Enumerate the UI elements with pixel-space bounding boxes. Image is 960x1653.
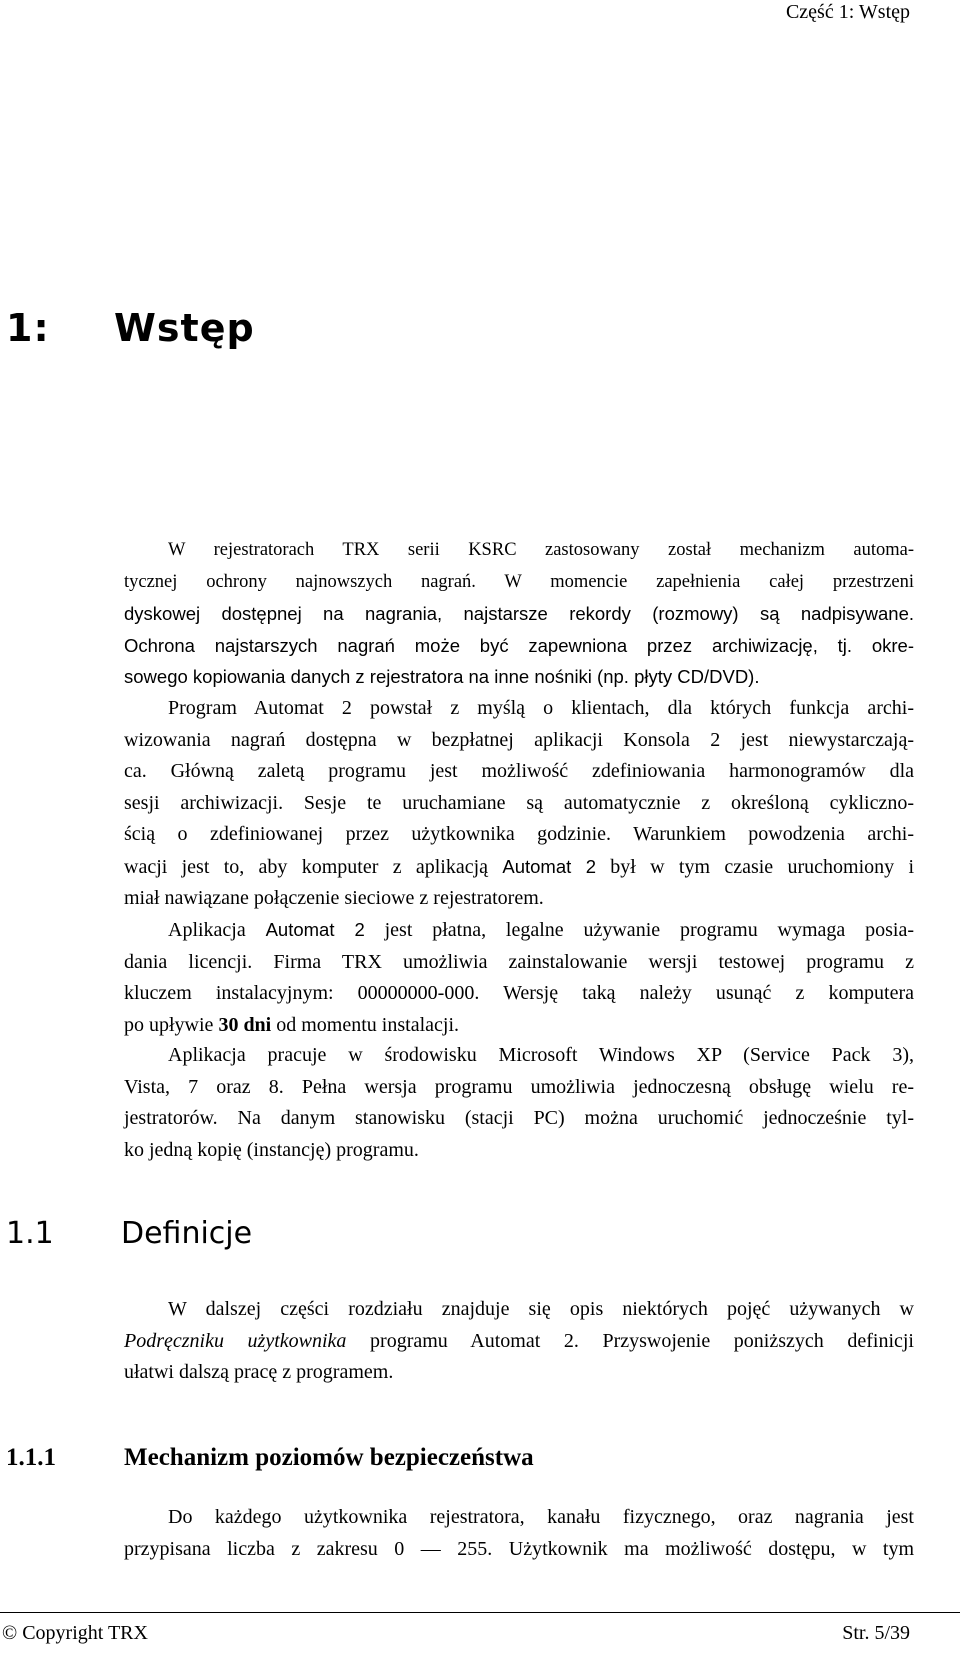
license-line bbox=[124, 1010, 914, 1042]
text-run: był w tym czasie uruchomiony i bbox=[596, 855, 914, 878]
environment-line: ko jedną kopię (instancję) programu. bbox=[124, 1138, 419, 1161]
mechanism-line: Do każdego użytkownika rejestratora, kanału fizycznego, oraz nagrania jest bbox=[168, 1506, 914, 1528]
intro-line: Ochrona najstarszych nagrań może być zapewniona przez archiwizację, tj. okre- bbox=[124, 634, 914, 656]
subsection-heading bbox=[6, 1443, 534, 1473]
text-run: wacji jest to, aby komputer z aplikacją bbox=[124, 855, 503, 878]
program-line: ścią o zdefiniowanej przez użytkownika godzinie. Warunkiem powodzenia archi- bbox=[124, 823, 914, 845]
product-name: Automat 2 bbox=[265, 919, 365, 940]
program-line: wizowania nagrań dostępna w bezpłatnej aplikacji Konsola 2 jest niewystarczają- bbox=[124, 728, 914, 751]
footer-page-number: Str. 5/39 bbox=[842, 1622, 910, 1644]
environment-line: jestratorów. Na danym stanowisku (stacji PC) można uruchomić jednocześnie tyl- bbox=[124, 1107, 914, 1129]
program-line: miał nawiązane połączenie sieciowe z rejestratorem. bbox=[124, 887, 544, 909]
mechanism-paragraph bbox=[124, 1502, 914, 1565]
intro-paragraph bbox=[124, 535, 914, 693]
license-line bbox=[124, 914, 914, 947]
definitions-line: W dalszej części rozdziału znajduje się opis niektórych pojęć używanych w bbox=[168, 1298, 914, 1320]
intro-line: dyskowej dostępnej na nagrania, najstarsze rekordy (rozmowy) są nadpisywane. bbox=[124, 603, 914, 624]
environment-line: Vista, 7 oraz 8. Pełna wersja programu umożliwia jednoczesną obsługę wielu re- bbox=[124, 1075, 914, 1098]
chapter-heading bbox=[6, 306, 255, 350]
license-line: kluczem instalacyjnym: 00000000-000. Wersję taką należy usunąć z komputera bbox=[124, 982, 914, 1004]
intro-line: tycznej ochrony najnowszych nagrań. W momencie zapełnienia całej przestrzeni bbox=[124, 571, 914, 592]
intro-line: W rejestratorach TRX serii KSRC zastosowany został mechanizm automa- bbox=[168, 540, 914, 560]
program-line: ca. Główną zaletą programu jest możliwość zdefiniowania harmonogramów dla bbox=[124, 760, 914, 782]
environment-line: Aplikacja pracuje w środowisku Microsoft Windows XP (Service Pack 3), bbox=[168, 1044, 914, 1066]
definitions-line bbox=[124, 1326, 914, 1358]
program-line: Program Automat 2 powstał z myślą o klientach, dla których funkcja archi- bbox=[168, 697, 914, 719]
section-heading bbox=[6, 1216, 252, 1252]
intro-line: sowego kopiowania danych z rejestratora na inne nośniki (np. płyty CD/DVD). bbox=[124, 666, 760, 687]
section-number: 1.1 bbox=[6, 1216, 54, 1251]
program-line bbox=[124, 851, 914, 884]
footer-copyright: © Copyright TRX bbox=[2, 1622, 148, 1644]
subsection-number: 1.1.1 bbox=[6, 1444, 56, 1471]
program-paragraph bbox=[124, 693, 914, 915]
mechanism-line: przypisana liczba z zakresu 0 — 255. Użytkownik ma możliwość dostępu, w tym bbox=[124, 1537, 914, 1560]
program-line: sesji archiwizacji. Sesje te uruchamiane są automatycznie z określoną cykliczno- bbox=[124, 791, 914, 814]
running-header: Część 1: Wstęp bbox=[785, 1, 910, 23]
product-name: Automat 2 bbox=[502, 855, 596, 877]
definitions-line: ułatwi dalszą pracę z programem. bbox=[124, 1361, 394, 1383]
license-paragraph bbox=[124, 914, 914, 1041]
trial-period: 30 dni bbox=[218, 1013, 272, 1036]
chapter-number: 1: bbox=[6, 306, 50, 350]
chapter-title: Wstęp bbox=[114, 306, 255, 350]
text-run: od momentu instalacji. bbox=[271, 1013, 459, 1036]
text-run: po upływie bbox=[124, 1013, 219, 1036]
footer-divider bbox=[0, 1612, 960, 1613]
text-run: programu Automat 2. Przyswojenie poniższych definicji bbox=[346, 1329, 914, 1352]
definitions-paragraph bbox=[124, 1294, 914, 1389]
environment-paragraph bbox=[124, 1040, 914, 1166]
text-run: jest płatna, legalne używanie programu wymaga posia- bbox=[364, 919, 915, 941]
section-title: Definicje bbox=[121, 1216, 253, 1251]
license-line: dania licencji. Firma TRX umożliwia zainstalowanie wersji testowej programu z bbox=[124, 950, 914, 973]
manual-title: Podręczniku użytkownika bbox=[124, 1329, 347, 1352]
subsection-title: Mechanizm poziomów bezpieczeństwa bbox=[124, 1444, 534, 1471]
text-run: Aplikacja bbox=[168, 919, 266, 941]
